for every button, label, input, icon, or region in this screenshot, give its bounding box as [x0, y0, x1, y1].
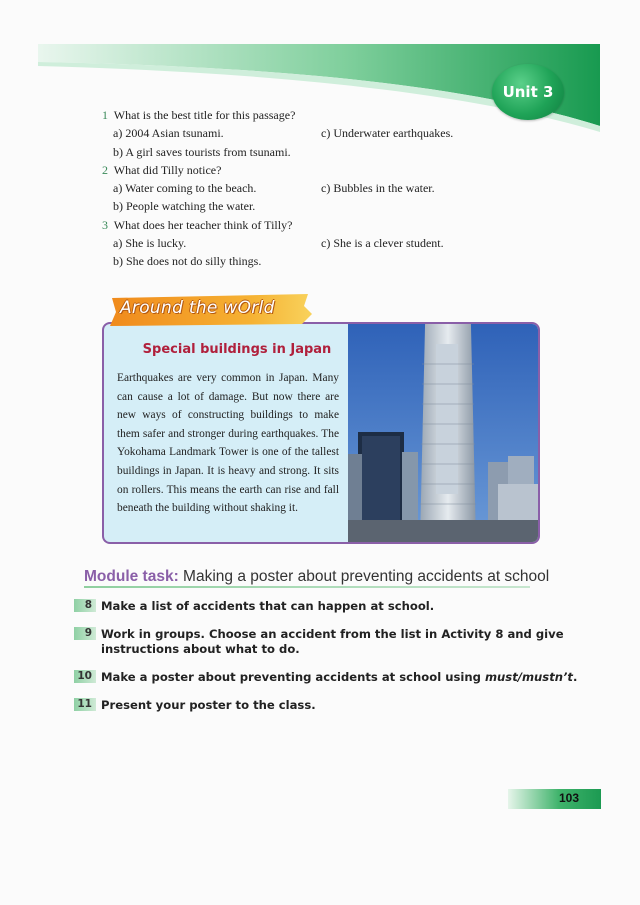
task-text: Present your poster to the class. — [101, 698, 316, 712]
task-text: Make a list of accidents that can happen at school. — [101, 599, 435, 613]
question-text: What is the best title for this passage? — [113, 108, 296, 122]
task-number: 10 — [74, 670, 96, 683]
question-number: 2 — [102, 163, 108, 177]
option-c: c) She is a clever student. — [321, 236, 444, 250]
option-a: a) Water coming to the beach. — [113, 181, 257, 195]
page-number-tab — [508, 789, 601, 809]
task-item — [74, 670, 614, 686]
task-text: Work in groups. Choose an accident from the list in Activity 8 and give instructions about what to do. — [101, 627, 564, 656]
task-number: 8 — [74, 599, 96, 612]
option-b: b) She does not do silly things. — [113, 254, 262, 268]
task-text-part: . — [572, 670, 578, 684]
option-a: a) 2004 Asian tsunami. — [113, 126, 224, 140]
around-the-world-title: Around the wOrld — [120, 298, 275, 318]
module-task-heading — [84, 568, 549, 586]
task-item — [74, 698, 614, 714]
option-b: b) People watching the water. — [113, 199, 256, 213]
question-text: What did Tilly notice? — [113, 163, 222, 177]
option-b: b) A girl saves tourists from tsunami. — [113, 145, 291, 159]
task-item — [74, 599, 614, 615]
question-text: What does her teacher think of Tilly? — [113, 218, 293, 232]
question-2 — [102, 163, 221, 177]
task-text — [101, 670, 601, 685]
page-number: 103 — [558, 791, 579, 805]
task-number: 9 — [74, 627, 96, 640]
option-a: a) She is lucky. — [113, 236, 187, 250]
task-number: 11 — [74, 698, 96, 711]
module-task-subtitle: Making a poster about preventing accidents at school — [183, 568, 550, 585]
question-1 — [102, 108, 295, 122]
option-c: c) Underwater earthquakes. — [321, 126, 454, 140]
question-3 — [102, 218, 292, 232]
unit-badge — [492, 64, 564, 120]
task-text-italic: must/mustn’t — [484, 670, 573, 684]
module-task-label: Module task: — [84, 568, 179, 585]
task-item — [74, 627, 614, 659]
info-box-text: Earthquakes are very common in Japan. Many can cause a lot of damage. But now there are new ways of constructing buildings to make them safer and stronger during earthquakes. The Yokohama Landmark Tower is one of the tallest buildings in Japan. It is heavy and strong. It sits on rollers. This means the earth can rise and fall beneath the building without shaking it. — [117, 372, 339, 515]
module-task-underline — [84, 586, 530, 588]
question-number: 3 — [102, 218, 108, 232]
tower-illustration — [348, 324, 538, 542]
option-c: c) Bubbles in the water. — [321, 181, 435, 195]
landmark-tower-photo — [348, 322, 540, 544]
question-number: 1 — [102, 108, 108, 122]
unit-label: Unit 3 — [502, 83, 554, 101]
task-text-part: Make a poster about preventing accidents at school using — [101, 670, 485, 684]
info-box-title: Special buildings in Japan — [142, 342, 332, 357]
